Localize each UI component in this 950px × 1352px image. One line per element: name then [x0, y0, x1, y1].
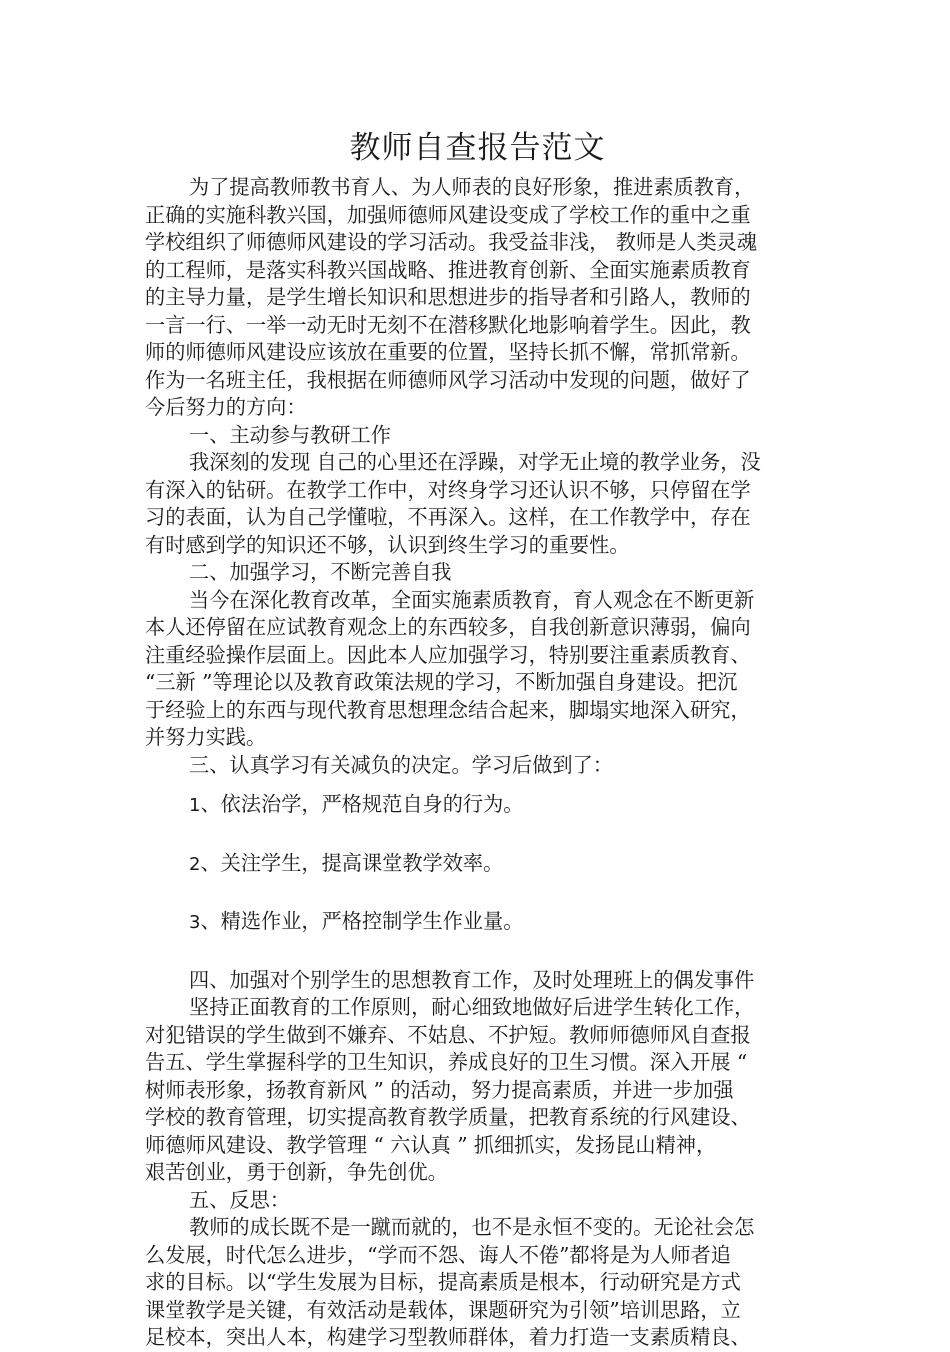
text-line: 今后努力的方向：	[145, 395, 307, 419]
text-line: 本人还停留在应试教育观念上的东西较多，自我创新意识薄弱，偏向	[145, 615, 751, 639]
numbered-item	[145, 791, 810, 820]
text-line: 正确的实施科教兴国，加强师德师风建设变成了学校工作的重中之重	[145, 202, 751, 227]
text-line: 有时感到学的知识还不够，认识到终生学习的重要性。	[145, 532, 630, 557]
section1-paragraph	[145, 449, 810, 559]
text-line: “三新 ”等理论以及教育政策法规的学习，不断加强自身建设。把沉	[145, 670, 738, 694]
text-line: 坚持正面教育的工作原则，耐心细致地做好后进学生转化工作，	[189, 995, 755, 1019]
text-line: 注重经验操作层面上。因此本人应加强学习，特别要注重素质教育、	[145, 642, 751, 667]
numbered-item	[145, 850, 810, 879]
section-heading: 四、加强对个别学生的思想教育工作，及时处理班上的偶发事件	[189, 967, 755, 992]
text-line: 当今在深化教育改革，全面实施素质教育，育人观念在不断更新	[189, 587, 755, 612]
item-number: 1	[189, 795, 201, 816]
text-line: 教师的成长既不是一蹴而就的，也不是永恒不变的。无论社会怎	[189, 1215, 755, 1239]
text-line: 学校组织了师德师风建设的学习活动。我受益非浅， 教师是人类灵魂	[145, 230, 758, 254]
item-text: 、依法治学，严格规范自身的行为。	[200, 792, 524, 816]
text-line: 有深入的钻研。在教学工作中，对终身学习还认识不够，只停留在学	[145, 477, 751, 502]
text-line: 师的师德师风建设应该放在重要的位置，坚持长抓不懈，常抓常新。	[145, 340, 751, 364]
item-text: 、精选作业，严格控制学生作业量。	[200, 909, 524, 933]
text-line: 于经验上的东西与现代教育思想理念结合起来，脚塌实地深入研究，	[145, 697, 751, 722]
text-line: 么发展，时代怎么进步，“学而不怨、诲人不倦”都将是为人师者追	[145, 1242, 731, 1267]
numbered-item	[145, 908, 810, 937]
section5-paragraph	[145, 1214, 810, 1352]
text-line: 对犯错误的学生做到不嫌弃、不姑息、不护短。教师师德师风自查报	[145, 1022, 751, 1047]
section-heading: 五、反思：	[189, 1187, 290, 1212]
text-line: 一言一行、一举一动无时无刻不在潜移默化地影响着学生。因此，教	[145, 312, 751, 337]
intro-paragraph	[145, 174, 810, 422]
section4-paragraph	[145, 994, 810, 1187]
text-line: 学校的教育管理，切实提高教育教学质量，把教育系统的行风建设、	[145, 1105, 751, 1129]
text-line: 树师表形象，扬教育新风 ” 的活动，努力提高素质，并进一步加强	[145, 1077, 734, 1102]
text-line: 师德师风建设、教学管理 “ 六认真 ” 抓细抓实，发扬昆山精神，	[145, 1132, 717, 1157]
text-line: 为了提高教师教书育人、为人师表的良好形象，推进素质教育，	[189, 175, 755, 199]
section-heading: 二、加强学习，不断完善自我	[189, 560, 452, 584]
item-text: 、关注学生，提高课堂教学效率。	[200, 850, 504, 875]
text-line: 告五、学生掌握科学的卫生知识，养成良好的卫生习惯。深入开展 “	[145, 1050, 748, 1074]
text-line: 艰苦创业，勇于创新，争先创优。	[145, 1160, 448, 1184]
text-line: 的工程师，是落实科教兴国战略、推进教育创新、全面实施素质教育	[145, 257, 751, 282]
text-line: 的主导力量，是学生增长知识和思想进步的指导者和引路人，教师的	[145, 285, 751, 309]
text-line: 作为一名班主任，我根据在师德师风学习活动中发现的问题，做好了	[145, 367, 751, 392]
section-heading: 三、认真学习有关减负的决定。学习后做到了：	[189, 752, 613, 777]
item-number: 3	[189, 912, 201, 933]
section-heading: 一、主动参与教研工作	[189, 422, 391, 447]
text-line: 足校本，突出人本，构建学习型教师群体，着力打造一支素质精良、	[145, 1325, 751, 1349]
text-line: 我深刻的发现 自己的心里还在浮躁，对学无止境的教学业务，没	[189, 450, 761, 474]
item-number: 2	[189, 853, 201, 875]
text-line: 课堂教学是关键，有效活动是载体，课题研究为引领”培训思路，立	[145, 1297, 741, 1322]
document-title: 教师自查报告范文	[349, 130, 606, 166]
text-line: 求的目标。以“学生发展为目标，提高素质是根本，行动研究是方式	[145, 1270, 741, 1294]
text-line: 习的表面，认为自己学懂啦，不再深入。这样，在工作教学中，存在	[145, 505, 751, 529]
document-page	[145, 126, 810, 1352]
section2-paragraph	[145, 587, 810, 752]
text-line: 并努力实践。	[145, 725, 267, 749]
